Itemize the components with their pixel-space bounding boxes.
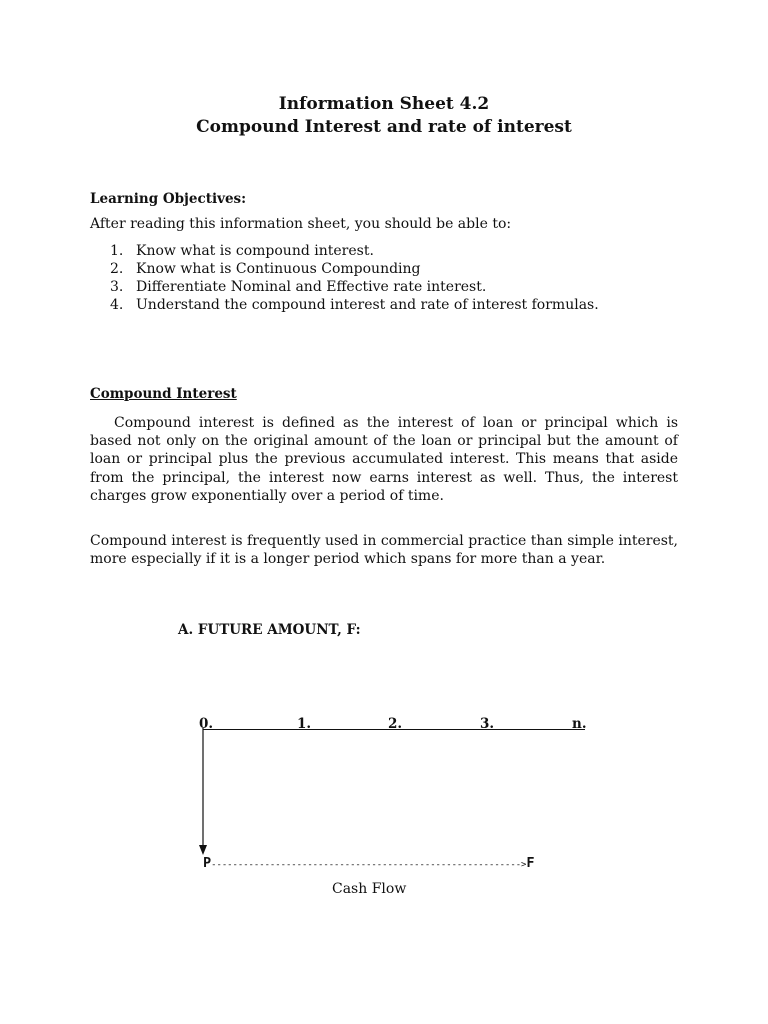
document-subtitle: Compound Interest and rate of interest [196,117,572,137]
timeline-label-0: 0. [199,716,214,732]
list-item-text: Know what is Continuous Compounding [136,261,421,277]
compound-interest-heading: Compound Interest [90,386,237,402]
learning-objectives-intro: After reading this information sheet, you should be able to: [90,216,512,232]
list-item [110,296,599,314]
timeline-label-2: 2. [388,716,403,732]
cash-flow-line [203,855,535,871]
diagram-caption: Cash Flow [332,881,407,897]
down-arrow-icon [196,728,212,858]
list-item-text: Differentiate Nominal and Effective rate interest. [136,279,487,295]
list-item-number: 1. [110,243,124,259]
list-item-text: Know what is compound interest. [136,243,374,259]
cash-flow-dashes: ----------------------------------------------------------> [211,860,527,870]
list-item-number: 4. [110,297,124,313]
timeline-axis [203,729,585,730]
future-amount-label: F [526,855,535,871]
list-item-text: Understand the compound interest and rate of interest formulas. [136,297,599,313]
timeline-label-3: 3. [480,716,495,732]
list-item-number: 3. [110,279,124,295]
compound-interest-definition: Compound interest is defined as the interest of loan or principal which is based not only on the original amount of the loan or principal but the amount of loan or principal plus the previous accumulated interest. This means that aside from the principal, the interest now earns interest as well. Thus, the interest charges grow exponentially over a period of time. [90,415,678,504]
timeline-label-n: n. [572,716,587,732]
list-item [110,260,599,278]
future-amount-heading: A. FUTURE AMOUNT, F: [178,622,361,638]
compound-interest-usage: Compound interest is frequently used in commercial practice than simple interest, more especially if it is a longer period which spans for more than a year. [90,533,678,568]
document-title: Information Sheet 4.2 [278,94,490,114]
timeline-label-1: 1. [297,716,312,732]
learning-objectives-heading: Learning Objectives: [90,191,247,207]
list-item-number: 2. [110,261,124,277]
objectives-list [110,242,599,314]
list-item [110,242,599,260]
list-item [110,278,599,296]
principal-label: P [203,855,212,871]
